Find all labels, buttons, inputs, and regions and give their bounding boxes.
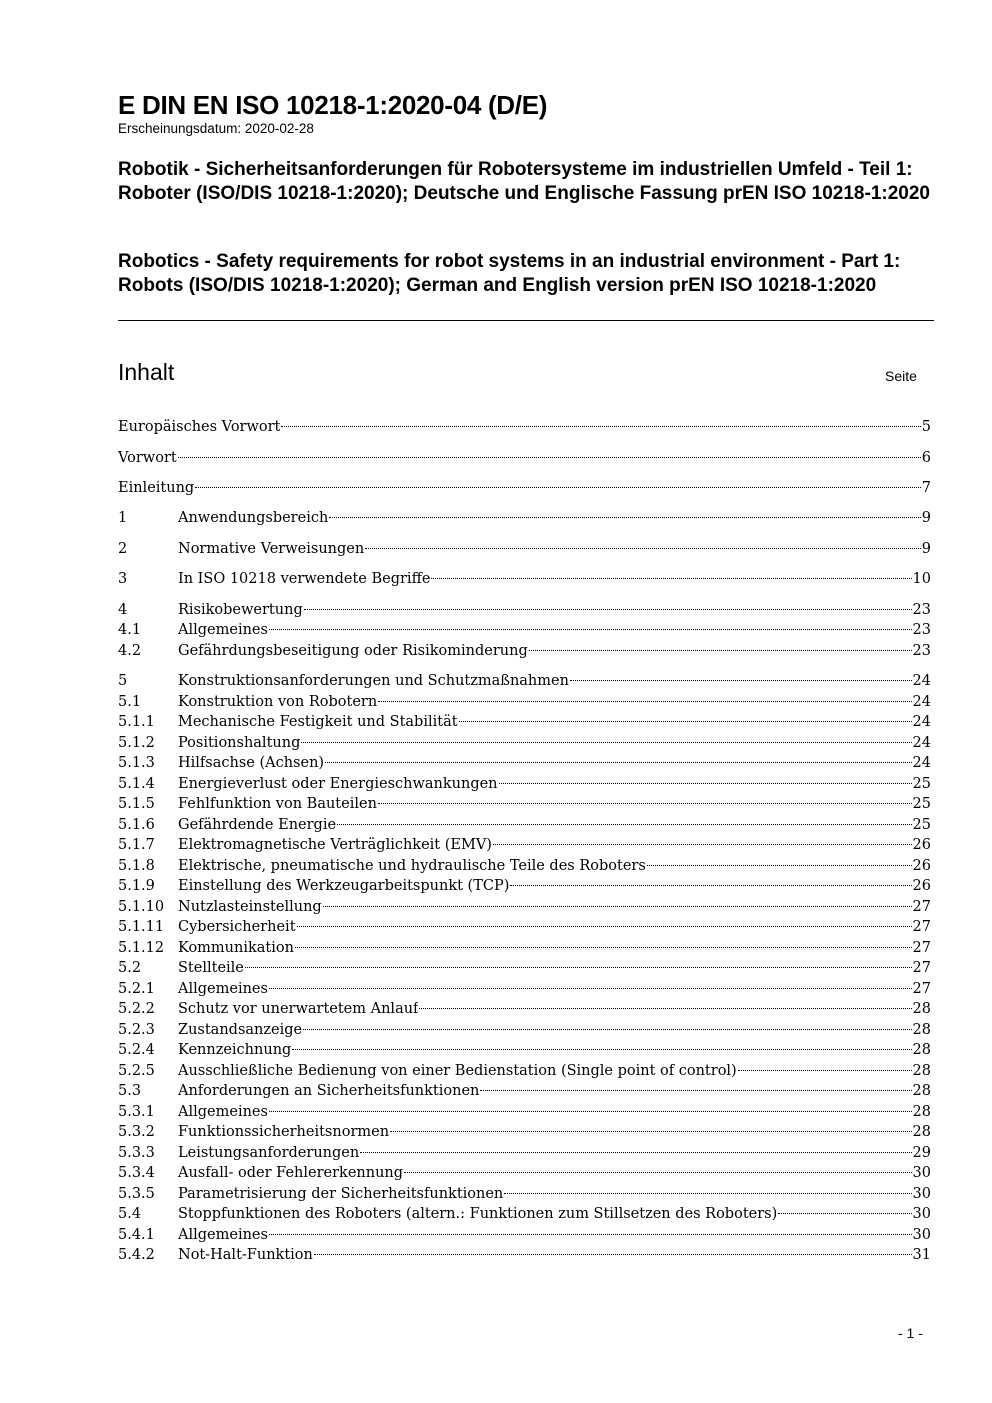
toc-entry[interactable]	[118, 1020, 931, 1040]
toc-entry-page: 23	[912, 622, 931, 638]
toc-entry-page: 6	[921, 450, 931, 466]
toc-entry-number: 5.4.2	[118, 1247, 155, 1263]
toc-entry-page: 30	[912, 1206, 931, 1222]
toc-entry-page: 27	[912, 899, 931, 915]
toc-entry-title: Zustandsanzeige	[178, 1022, 303, 1038]
toc-entry-title: Kommunikation	[178, 940, 294, 956]
toc-entry[interactable]	[118, 774, 931, 794]
toc-entry-page: 25	[912, 776, 931, 792]
toc-entry-page: 23	[912, 602, 931, 618]
header-divider	[118, 320, 934, 321]
toc-entry-title: Konstruktion von Robotern	[178, 694, 378, 710]
toc-entry[interactable]	[118, 1102, 931, 1122]
toc-entry-page: 28	[912, 1104, 931, 1120]
toc-leader-dots	[459, 721, 912, 722]
toc-entry-title: Elektrische, pneumatische und hydraulische Teile des Roboters	[178, 858, 646, 874]
toc-entry-page: 24	[912, 694, 931, 710]
toc-entry-page: 26	[912, 837, 931, 853]
toc-entry-number: 5.2.5	[118, 1063, 155, 1079]
toc-entry[interactable]	[118, 569, 931, 589]
toc-leader-dots	[297, 926, 912, 927]
toc-entry-number: 5.3.1	[118, 1104, 155, 1120]
toc-leader-dots	[303, 1029, 911, 1030]
contents-heading: Inhalt	[118, 359, 175, 385]
toc-entry-number: 5.1.7	[118, 837, 155, 853]
toc-entry-number: 5.1.3	[118, 755, 155, 771]
toc-entry[interactable]	[118, 692, 931, 712]
toc-leader-dots	[529, 650, 912, 651]
toc-entry-number: 5.1.1	[118, 714, 155, 730]
toc-leader-dots	[360, 1152, 911, 1153]
toc-entry-number: 5	[118, 673, 128, 689]
toc-entry[interactable]	[118, 733, 931, 753]
toc-entry[interactable]	[118, 876, 931, 896]
toc-entry[interactable]	[118, 478, 931, 498]
toc-entry-number: 5.3.5	[118, 1186, 155, 1202]
toc-entry[interactable]	[118, 417, 931, 437]
toc-entry-title: Funktionssicherheitsnormen	[178, 1124, 390, 1140]
toc-entry-page: 7	[921, 480, 931, 496]
toc-leader-dots	[390, 1131, 912, 1132]
toc-entry-title: Cybersicherheit	[178, 919, 296, 935]
toc-leader-dots	[493, 844, 912, 845]
toc-entry-title: Mechanische Festigkeit und Stabilität	[178, 714, 458, 730]
toc-entry-page: 10	[912, 571, 931, 587]
toc-entry-page: 29	[912, 1145, 931, 1161]
toc-leader-dots	[269, 1111, 912, 1112]
toc-entry-number: 3	[118, 571, 128, 587]
title-english: Robotics - Safety requirements for robot systems in an industrial environment - Part 1: Robots (ISO/DIS 10218-1:2020); German and English version prEN ISO 10218-1:2020	[118, 251, 901, 296]
toc-leader-dots	[365, 548, 921, 549]
toc-entry[interactable]	[118, 1122, 931, 1142]
toc-entry-title: Vorwort	[118, 450, 177, 466]
toc-entry-number: 5.1.6	[118, 817, 155, 833]
toc-leader-dots	[329, 517, 920, 518]
toc-entry-number: 5.2	[118, 960, 142, 976]
toc-leader-dots	[499, 783, 912, 784]
toc-entry-page: 24	[912, 673, 931, 689]
toc-leader-dots	[295, 947, 912, 948]
toc-leader-dots	[269, 1234, 912, 1235]
toc-leader-dots	[269, 988, 912, 989]
toc-entry-number: 1	[118, 510, 128, 526]
toc-entry-number: 5.1.10	[118, 899, 165, 915]
toc-entry[interactable]	[118, 448, 931, 468]
toc-entry-title: Ausfall- oder Fehlererkennung	[178, 1165, 404, 1181]
toc-entry[interactable]	[118, 600, 931, 620]
toc-leader-dots	[292, 1049, 911, 1050]
toc-leader-dots	[325, 762, 911, 763]
toc-entry-number: 5.1	[118, 694, 142, 710]
toc-entry-page: 26	[912, 878, 931, 894]
toc-entry-title: Not-Halt-Funktion	[178, 1247, 313, 1263]
toc-entry-page: 23	[912, 643, 931, 659]
toc-entry-page: 28	[912, 1083, 931, 1099]
toc-entry-number: 5.2.1	[118, 981, 155, 997]
toc-entry[interactable]	[118, 712, 931, 732]
toc-entry-number: 5.3.3	[118, 1145, 155, 1161]
toc-entry-page: 28	[912, 1124, 931, 1140]
page-number: - 1 -	[898, 1325, 923, 1341]
toc-entry-page: 24	[912, 735, 931, 751]
toc-entry-number: 4.1	[118, 622, 142, 638]
toc-entry[interactable]	[118, 794, 931, 814]
toc-entry-title: Normative Verweisungen	[178, 541, 365, 557]
toc-entry[interactable]	[118, 1184, 931, 1204]
toc-entry[interactable]	[118, 620, 931, 640]
toc-entry-title: Stoppfunktionen des Roboters (altern.: Funktionen zum Stillsetzen des Roboters)	[178, 1206, 778, 1222]
toc-entry-page: 24	[912, 755, 931, 771]
toc-entry-title: Allgemeines	[178, 1104, 268, 1120]
toc-entry-title: Gefährdende Energie	[178, 817, 337, 833]
toc-entry[interactable]	[118, 1081, 931, 1101]
toc-leader-dots	[301, 742, 911, 743]
toc-entry-number: 5.1.12	[118, 940, 165, 956]
toc-entry[interactable]	[118, 1245, 931, 1265]
toc-entry-title: Hilfsachse (Achsen)	[178, 755, 325, 771]
toc-entry-title: Elektromagnetische Verträglichkeit (EMV)	[178, 837, 492, 853]
toc-entry[interactable]	[118, 1061, 931, 1081]
toc-leader-dots	[480, 1090, 911, 1091]
toc-entry-title: Einleitung	[118, 480, 195, 496]
toc-entry-title: In ISO 10218 verwendete Begriffe	[178, 571, 431, 587]
toc-entry-title: Einstellung des Werkzeugarbeitspunkt (TCP)	[178, 878, 510, 894]
toc-entry-title: Kennzeichnung	[178, 1042, 292, 1058]
toc-entry[interactable]	[118, 938, 931, 958]
toc-leader-dots	[178, 457, 921, 458]
publication-date: Erscheinungsdatum: 2020-02-28	[118, 121, 314, 136]
toc-entry-page: 27	[912, 960, 931, 976]
toc-entry-page: 25	[912, 817, 931, 833]
toc-entry-title: Schutz vor unerwartetem Anlauf	[178, 1001, 419, 1017]
toc-entry[interactable]	[118, 1225, 931, 1245]
toc-entry[interactable]	[118, 539, 931, 559]
toc-entry[interactable]	[118, 1163, 931, 1183]
toc-entry-page: 31	[912, 1247, 931, 1263]
toc-entry-number: 5.2.4	[118, 1042, 155, 1058]
toc-entry-title: Parametrisierung der Sicherheitsfunktionen	[178, 1186, 504, 1202]
toc-entry-title: Konstruktionsanforderungen und Schutzmaßnahmen	[178, 673, 569, 689]
toc-entry[interactable]	[118, 917, 931, 937]
toc-entry-page: 26	[912, 858, 931, 874]
toc-entry-page: 30	[912, 1227, 931, 1243]
toc-leader-dots	[269, 629, 912, 630]
toc-leader-dots	[738, 1070, 912, 1071]
toc-entry[interactable]	[118, 856, 931, 876]
toc-entry-page: 27	[912, 940, 931, 956]
toc-entry-number: 5.1.5	[118, 796, 155, 812]
title-german: Robotik - Sicherheitsanforderungen für Robotersysteme im industriellen Umfeld - Teil 1: Roboter (ISO/DIS 10218-1:2020); Deutsche und Englische Fassung prEN ISO 10218-1:2020	[118, 159, 930, 204]
toc-entry[interactable]	[118, 1204, 931, 1224]
toc-entry-title: Energieverlust oder Energieschwankungen	[178, 776, 498, 792]
toc-entry-page: 28	[912, 1022, 931, 1038]
toc-entry-page: 27	[912, 919, 931, 935]
toc-leader-dots	[431, 578, 911, 579]
toc-entry-number: 5.1.4	[118, 776, 155, 792]
toc-entry[interactable]	[118, 1143, 931, 1163]
toc-entry-page: 5	[921, 419, 931, 435]
toc-entry-title: Leistungsanforderungen	[178, 1145, 360, 1161]
toc-entry-page: 28	[912, 1001, 931, 1017]
toc-leader-dots	[195, 487, 921, 488]
toc-entry-number: 5.3.2	[118, 1124, 155, 1140]
toc-entry-title: Allgemeines	[178, 981, 268, 997]
toc-entry-number: 4	[118, 602, 128, 618]
toc-leader-dots	[419, 1008, 911, 1009]
toc-entry[interactable]	[118, 508, 931, 528]
toc-entry-page: 30	[912, 1165, 931, 1181]
toc-entry-number: 5.1.11	[118, 919, 165, 935]
toc-entry-page: 30	[912, 1186, 931, 1202]
toc-leader-dots	[314, 1254, 912, 1255]
toc-entry[interactable]	[118, 835, 931, 855]
toc-entry-number: 5.1.2	[118, 735, 155, 751]
toc-leader-dots	[404, 1172, 912, 1173]
toc-entry-number: 5.1.8	[118, 858, 155, 874]
toc-entry-title: Ausschließliche Bedienung von einer Bedienstation (Single point of control)	[178, 1063, 737, 1079]
toc-entry[interactable]	[118, 897, 931, 917]
toc-leader-dots	[504, 1193, 911, 1194]
toc-leader-dots	[778, 1213, 911, 1214]
toc-entry[interactable]	[118, 671, 931, 691]
page-column-heading: Seite	[885, 368, 917, 384]
toc-leader-dots	[323, 906, 912, 907]
toc-entry-title: Europäisches Vorwort	[118, 419, 281, 435]
toc-entry-number: 2	[118, 541, 128, 557]
toc-entry-page: 28	[912, 1042, 931, 1058]
toc-entry[interactable]	[118, 979, 931, 999]
toc-entry-title: Nutzlasteinstellung	[178, 899, 322, 915]
toc-leader-dots	[378, 803, 912, 804]
toc-entry-page: 27	[912, 981, 931, 997]
toc-entry-page: 9	[921, 510, 931, 526]
toc-leader-dots	[337, 824, 911, 825]
toc-entry[interactable]	[118, 958, 931, 978]
toc-entry[interactable]	[118, 753, 931, 773]
toc-leader-dots	[510, 885, 911, 886]
toc-entry[interactable]	[118, 641, 931, 661]
toc-entry-number: 5.1.9	[118, 878, 155, 894]
toc-entry-page: 25	[912, 796, 931, 812]
toc-entry-page: 24	[912, 714, 931, 730]
toc-entry-title: Anwendungsbereich	[178, 510, 329, 526]
toc-entry-number: 5.3.4	[118, 1165, 155, 1181]
toc-entry-page: 28	[912, 1063, 931, 1079]
document-id: E DIN EN ISO 10218-1:2020-04 (D/E)	[118, 90, 548, 120]
toc-leader-dots	[281, 426, 920, 427]
toc-leader-dots	[245, 967, 912, 968]
toc-entry-number: 5.4.1	[118, 1227, 155, 1243]
toc-entry-number: 5.2.2	[118, 1001, 155, 1017]
toc-leader-dots	[378, 701, 911, 702]
toc-leader-dots	[570, 680, 912, 681]
toc-entry-number: 5.4	[118, 1206, 142, 1222]
toc-entry-title: Risikobewertung	[178, 602, 303, 618]
toc-entry[interactable]	[118, 1040, 931, 1060]
toc-entry-title: Positionshaltung	[178, 735, 301, 751]
toc-entry-number: 5.2.3	[118, 1022, 155, 1038]
toc-entry[interactable]	[118, 815, 931, 835]
toc-entry-number: 5.3	[118, 1083, 142, 1099]
toc-entry-page: 9	[921, 541, 931, 557]
toc-entry-title: Allgemeines	[178, 622, 268, 638]
toc-entry[interactable]	[118, 999, 931, 1019]
toc-leader-dots	[304, 609, 912, 610]
toc-leader-dots	[647, 865, 912, 866]
toc-entry-title: Fehlfunktion von Bauteilen	[178, 796, 377, 812]
toc-entry-title: Gefährdungsbeseitigung oder Risikominderung	[178, 643, 528, 659]
toc-entry-title: Allgemeines	[178, 1227, 268, 1243]
toc-entry-number: 4.2	[118, 643, 142, 659]
toc-entry-title: Anforderungen an Sicherheitsfunktionen	[178, 1083, 480, 1099]
toc-entry-title: Stellteile	[178, 960, 244, 976]
